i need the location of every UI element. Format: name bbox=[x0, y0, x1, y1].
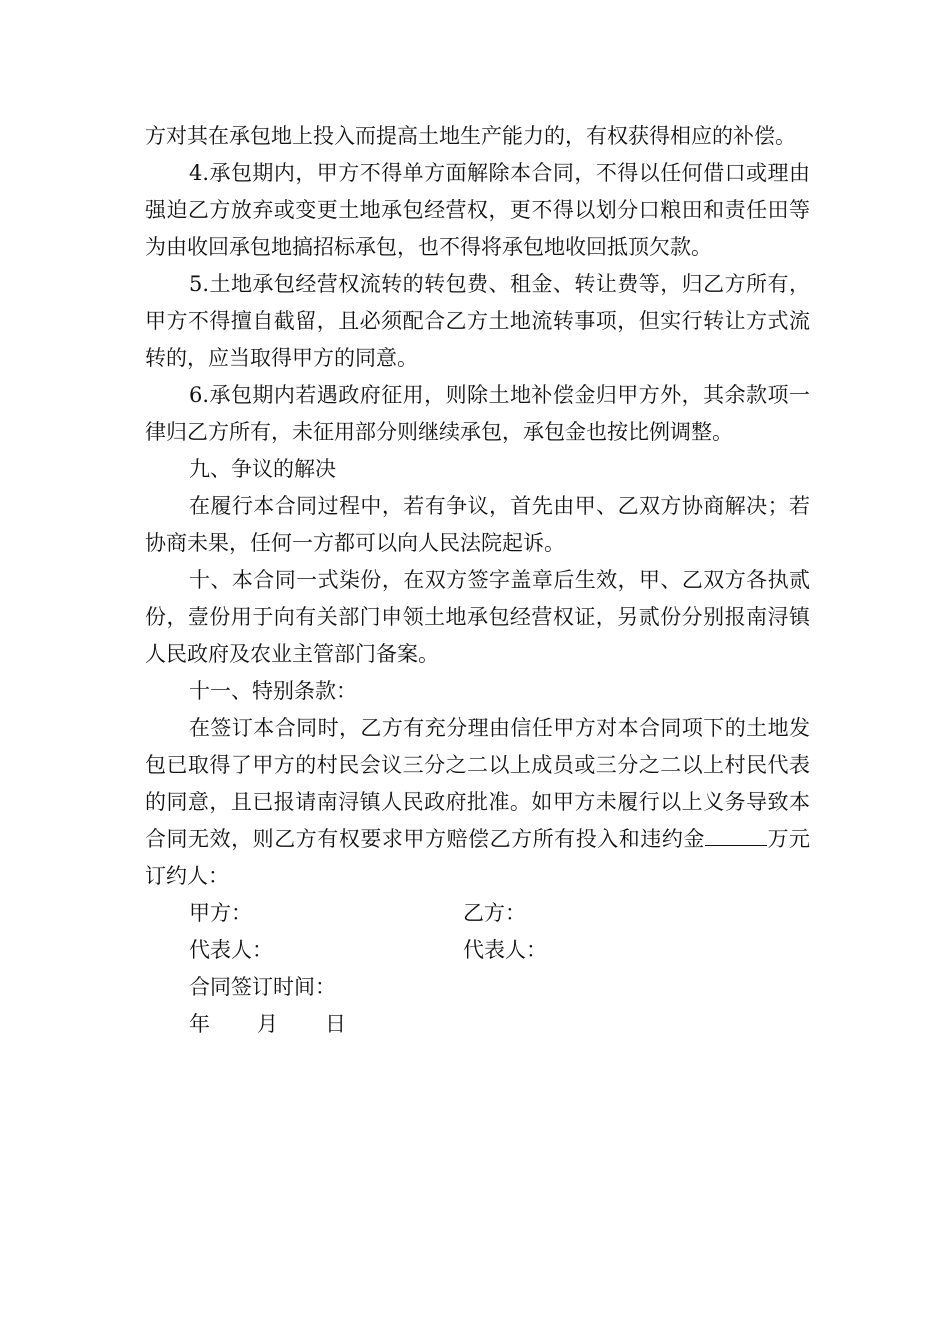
representative-a-label: 代表人： bbox=[189, 938, 273, 962]
month-label: 月 bbox=[257, 1012, 278, 1036]
document-page bbox=[145, 118, 810, 1043]
representative-row bbox=[145, 932, 810, 969]
special-terms-body: 在签订本合同时，乙方有充分理由信任甲方对本合同项下的土地发包已取得了甲方的村民会议三分之二以上成员或三分之二以上村民代表的同意，且已报请南浔镇人民政府批准。如甲方未履行以上义务导致本合同无效，则乙方有权要求甲方赔偿乙方所有投入和违约金 bbox=[145, 716, 810, 851]
dispute-resolution-text: 在履行本合同过程中，若有争议，首先由甲、乙双方协商解决；若协商未果，任何一方都可以向人民法院起诉。 bbox=[145, 494, 810, 555]
section-10: 十、本合同一式柒份，在双方签字盖章后生效，甲、乙双方各执贰份，壹份用于向有关部门申领土地承包经营权证，另贰份分别报南浔镇人民政府及农业主管部门备案。 bbox=[145, 568, 810, 666]
special-terms-tail: 万元订约人： bbox=[145, 827, 811, 888]
representative-b-label: 代表人： bbox=[463, 938, 547, 962]
paragraph-compensation-continued: 方对其在承包地上投入而提高土地生产能力的，有权获得相应的补偿。 bbox=[145, 124, 796, 148]
clause-6: 6.承包期内若遇政府征用，则除土地补偿金归甲方外，其余款项一律归乙方所有，未征用部分则继续承包，承包金也按比例调整。 bbox=[145, 383, 810, 444]
special-terms-text bbox=[145, 710, 810, 895]
party-a-label: 甲方： bbox=[189, 901, 252, 925]
section-9-heading: 九、争议的解决 bbox=[189, 457, 336, 481]
sign-time-row bbox=[145, 969, 810, 1006]
party-b-label: 乙方： bbox=[463, 901, 526, 925]
party-row bbox=[145, 895, 810, 932]
section-11-heading: 十一、特别条款： bbox=[189, 679, 357, 703]
clause-5: 5.土地承包经营权流转的转包费、租金、转让费等，归乙方所有，甲方不得擅自截留，且必须配合乙方土地流转事项，但实行转让方式流转的，应当取得甲方的同意。 bbox=[145, 272, 810, 370]
date-row bbox=[145, 1006, 810, 1043]
sign-time-label: 合同签订时间： bbox=[189, 975, 336, 999]
day-label: 日 bbox=[325, 1012, 346, 1036]
year-label: 年 bbox=[189, 1012, 210, 1036]
clause-4: 4.承包期内，甲方不得单方面解除本合同，不得以任何借口或理由强迫乙方放弃或变更土地承包经营权，更不得以划分口粮田和责任田等为由收回承包地搞招标承包，也不得将承包地收回抵顶欠款。 bbox=[145, 161, 810, 259]
penalty-amount-blank bbox=[705, 823, 767, 846]
